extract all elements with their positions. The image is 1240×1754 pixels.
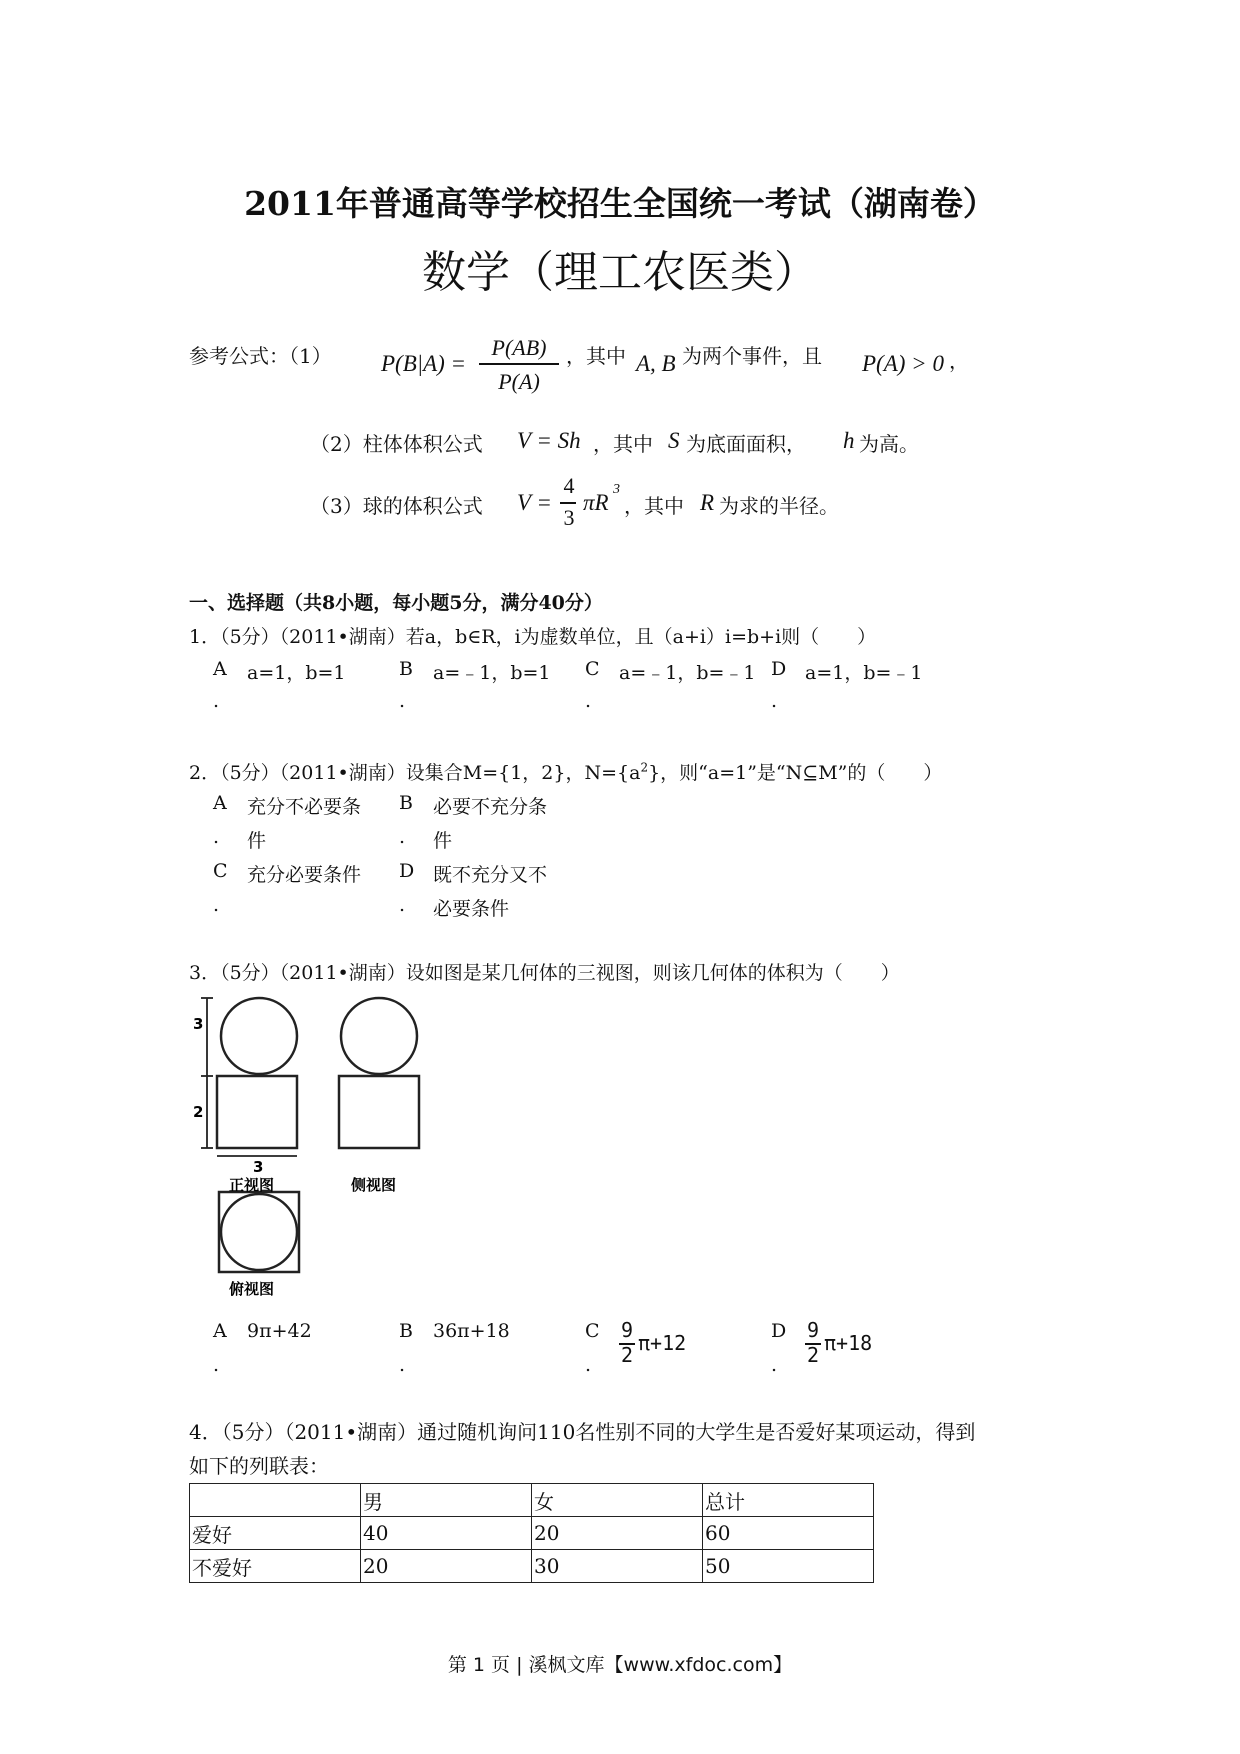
formula1-denominator: P(A) — [498, 369, 540, 394]
table-header-cell: 女 — [532, 1484, 703, 1517]
q3-option-b-letter[interactable]: B — [399, 1320, 413, 1342]
dim-label-3-top: 3 — [193, 1015, 204, 1033]
top-view-label: 俯视图 — [229, 1280, 275, 1298]
q3-option-d-num[interactable]: 9 — [806, 1318, 820, 1342]
formula2-mid: ，其中 — [593, 432, 653, 456]
q2-option-a-letter[interactable]: A — [213, 792, 227, 814]
contingency-table — [189, 1483, 874, 1583]
question-4-stem-line1: 4．（5分）（2011•湖南）通过随机询问110名性别不同的大学生是否爱好某项运动，得到 — [189, 1420, 976, 1444]
table-header-cell: 总计 — [703, 1484, 874, 1517]
q1-option-b-letter[interactable]: B — [399, 658, 413, 680]
q3-option-d-den[interactable]: 2 — [806, 1343, 820, 1367]
table-cell: 60 — [703, 1517, 874, 1550]
q2-option-b-letter[interactable]: B — [399, 792, 413, 814]
q3-option-b-text[interactable]: 36π+18 — [433, 1320, 510, 1342]
section-heading: 一、选择题（共8小题，每小题5分，满分40分） — [189, 592, 603, 614]
table-cell: 20 — [532, 1517, 703, 1550]
q2-option-a-line1[interactable]: 充分不必要条 — [247, 796, 362, 818]
q3-option-d-letter[interactable]: D — [771, 1320, 787, 1342]
formula1-numerator: P(AB) — [491, 335, 547, 360]
exam-subtitle: 数学（理工农医类） — [422, 247, 818, 298]
q1-option-d-text[interactable]: a=1，b=﹣1 — [805, 662, 923, 684]
formula2-h: h — [843, 428, 855, 453]
dim-label-2: 2 — [193, 1103, 204, 1121]
q2-option-c-letter[interactable]: C — [213, 860, 228, 882]
q2-option-a-line2[interactable]: 件 — [247, 830, 267, 852]
table-header-cell — [190, 1484, 361, 1517]
top-view-rect — [219, 1192, 299, 1272]
formula1-end: ， — [949, 349, 969, 373]
table-cell: 20 — [361, 1550, 532, 1583]
formula2-desc: 为底面面积， — [686, 432, 806, 456]
table-cell: 不爱好 — [190, 1550, 361, 1583]
q2-option-b-line2[interactable]: 件 — [433, 830, 453, 852]
formula2-pre: （2）柱体体积公式 — [310, 432, 483, 456]
page-footer: 第 1 页 | 溪枫文库【www.xfdoc.com】 — [447, 1654, 793, 1676]
q3-option-c-letter[interactable]: C — [585, 1320, 600, 1342]
top-view-circle — [221, 1194, 297, 1270]
q3-option-a-text[interactable]: 9π+42 — [247, 1320, 312, 1342]
q2-option-b-line1[interactable]: 必要不充分条 — [433, 796, 548, 818]
formula3-pre: （3）球的体积公式 — [310, 494, 483, 518]
question-1-stem: 1．（5分）（2011•湖南）若a，b∈R，i为虚数单位，且（a+i）i=b+i则（ ） — [189, 626, 877, 648]
exam-title: 2011年普通高等学校招生全国统一考试（湖南卷） — [244, 184, 996, 223]
formula3-fraction-bar — [560, 502, 576, 504]
q3-option-c-rest[interactable]: π+12 — [638, 1331, 687, 1355]
formula2-s: S — [668, 428, 680, 453]
q3-option-c-den[interactable]: 2 — [620, 1343, 634, 1367]
front-view-circle — [221, 998, 297, 1074]
q2-option-d-line2[interactable]: 必要条件 — [433, 898, 510, 920]
formula1-fraction-bar — [479, 363, 559, 365]
dim-label-3-bottom: 3 — [253, 1158, 264, 1176]
q3-option-d-rest[interactable]: π+18 — [824, 1331, 873, 1355]
question-3-stem: 3．（5分）（2011•湖南）设如图是某几何体的三视图，则该几何体的体积为（ ） — [189, 962, 900, 984]
table-cell: 50 — [703, 1550, 874, 1583]
formula-label: 参考公式：（1） — [189, 344, 332, 368]
q1-option-c-letter[interactable]: C — [585, 658, 600, 680]
side-view-label: 侧视图 — [351, 1176, 397, 1194]
q2-option-d-letter[interactable]: D — [399, 860, 415, 882]
side-view-rect — [339, 1076, 419, 1148]
formula3-sup: 3 — [613, 482, 620, 497]
formula1-lhs: P(B|A) = — [381, 351, 467, 376]
table-row — [190, 1550, 874, 1583]
formula2-formula: V = Sh — [517, 428, 581, 453]
front-view-label: 正视图 — [229, 1176, 275, 1194]
formula3-end: 为求的半径。 — [719, 494, 839, 518]
q1-option-b-text[interactable]: a=﹣1，b=1 — [433, 662, 551, 684]
question-2-stem: 2．（5分）（2011•湖南）设集合M={1，2}，$N=\{a^2\}$，则“a=1”是“N⊆M”的（ ） — [189, 760, 943, 784]
question-4-stem-line2: 如下的列联表： — [189, 1454, 329, 1478]
front-view-rect — [217, 1076, 297, 1148]
q3-option-a-letter[interactable]: A — [213, 1320, 227, 1342]
formula3-numerator: 4 — [563, 473, 575, 498]
table-header-row — [190, 1484, 874, 1517]
formula3-rest: πR — [583, 490, 609, 515]
q1-option-a-letter[interactable]: A — [213, 658, 227, 680]
formula3-v: V = — [517, 490, 552, 515]
q1-option-d-letter[interactable]: D — [771, 658, 787, 680]
q1-option-a-text[interactable]: a=1，b=1 — [247, 662, 346, 684]
q3-option-c-num[interactable]: 9 — [620, 1318, 634, 1342]
table-row — [190, 1517, 874, 1550]
q2-option-c-line1[interactable]: 充分必要条件 — [247, 864, 362, 886]
table-cell: 40 — [361, 1517, 532, 1550]
q2-option-d-line1[interactable]: 既不充分又不 — [433, 864, 548, 886]
table-cell: 30 — [532, 1550, 703, 1583]
q1-option-c-text[interactable]: a=﹣1，b=﹣1 — [619, 662, 756, 684]
three-view-figure — [189, 994, 449, 1300]
formula1-desc: 为两个事件，且 — [682, 344, 822, 368]
formula1-mid: ，其中 — [566, 344, 626, 368]
formula3-mid: ，其中 — [624, 494, 684, 518]
formula1-condition: P(A) > 0 — [862, 351, 944, 376]
side-view-circle — [341, 998, 417, 1074]
formula3-r: R — [700, 490, 715, 515]
table-header-cell: 男 — [361, 1484, 532, 1517]
formula3-denominator: 3 — [563, 505, 575, 530]
formula1-events: A, B — [636, 351, 676, 376]
formula2-end: 为高。 — [859, 432, 919, 456]
table-cell: 爱好 — [190, 1517, 361, 1550]
